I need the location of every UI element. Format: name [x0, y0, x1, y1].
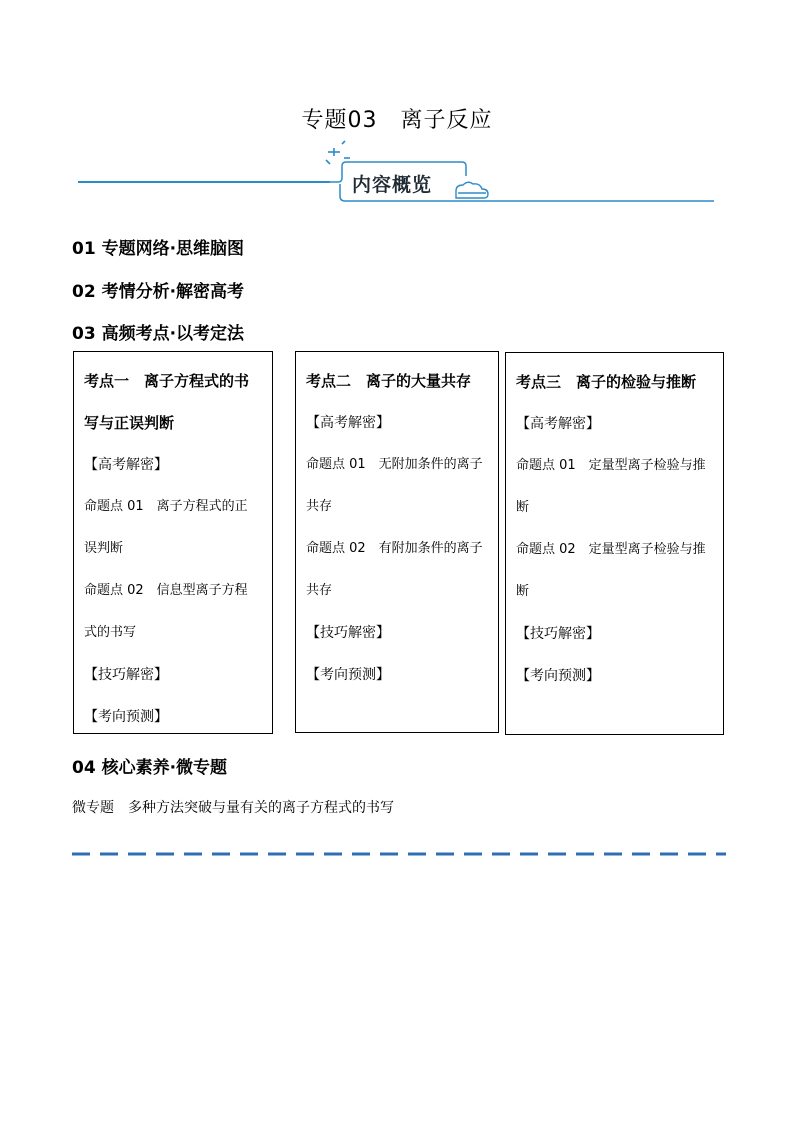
- box-item[interactable]: 【考向预测】: [306, 667, 390, 683]
- box-item[interactable]: 断: [516, 500, 530, 515]
- box-item[interactable]: 【技巧解密】: [84, 667, 168, 683]
- section-text: 考情分析·解密高考: [101, 282, 245, 302]
- box-item[interactable]: 【高考解密】: [516, 416, 600, 432]
- box-item[interactable]: 共存: [306, 583, 333, 598]
- box-heading: 考点三 离子的检验与推断: [516, 373, 697, 391]
- micro-topic[interactable]: 微专题 多种方法突破与量有关的离子方程式的书写: [72, 800, 394, 816]
- box-item[interactable]: 命题点 02 有附加条件的离子: [306, 541, 483, 556]
- document-title: 专题03 离子反应: [301, 108, 493, 133]
- box-heading: 考点二 离子的大量共存: [306, 372, 472, 390]
- section-02[interactable]: [72, 277, 244, 302]
- box-item[interactable]: 【高考解密】: [84, 457, 168, 473]
- section-03[interactable]: [72, 319, 244, 344]
- box-item[interactable]: 命题点 01 定量型离子检验与推: [516, 458, 706, 473]
- box-item[interactable]: 式的书写: [84, 625, 137, 640]
- box-item[interactable]: 【考向预测】: [84, 709, 168, 725]
- section-01[interactable]: [72, 234, 244, 259]
- section-text: 专题网络·思维脑图: [101, 239, 245, 259]
- section-number: 04: [72, 758, 96, 778]
- section-04[interactable]: [72, 753, 227, 778]
- box-item[interactable]: 【考向预测】: [516, 668, 600, 684]
- dashed-divider: [70, 849, 730, 859]
- sparkle-icon: [326, 141, 350, 164]
- section-number: 03: [72, 324, 96, 344]
- cloud-icon: [456, 182, 488, 198]
- box-item[interactable]: 命题点 01 离子方程式的正: [84, 499, 248, 514]
- box-item[interactable]: 【技巧解密】: [516, 626, 600, 642]
- box-item[interactable]: 命题点 02 信息型离子方程: [84, 583, 248, 598]
- topic-box-2: [295, 351, 499, 733]
- box-heading: 考点一 离子方程式的书: [84, 372, 250, 390]
- topic-box-3: [505, 352, 724, 735]
- box-item[interactable]: 命题点 02 定量型离子检验与推: [516, 542, 706, 557]
- box-item[interactable]: 共存: [306, 499, 333, 514]
- box-item[interactable]: 【技巧解密】: [306, 625, 390, 641]
- box-item[interactable]: 命题点 01 无附加条件的离子: [306, 457, 483, 472]
- banner-label: 内容概览: [352, 174, 433, 196]
- topic-box-1: [73, 351, 273, 734]
- section-text: 高频考点·以考定法: [101, 324, 245, 344]
- section-text: 核心素养·微专题: [101, 758, 228, 778]
- box-item[interactable]: 【高考解密】: [306, 415, 390, 431]
- box-heading-cont: 写与正误判断: [84, 414, 175, 432]
- box-item[interactable]: 断: [516, 584, 530, 599]
- section-number: 02: [72, 282, 96, 302]
- section-number: 01: [72, 239, 96, 259]
- box-item[interactable]: 误判断: [84, 541, 124, 556]
